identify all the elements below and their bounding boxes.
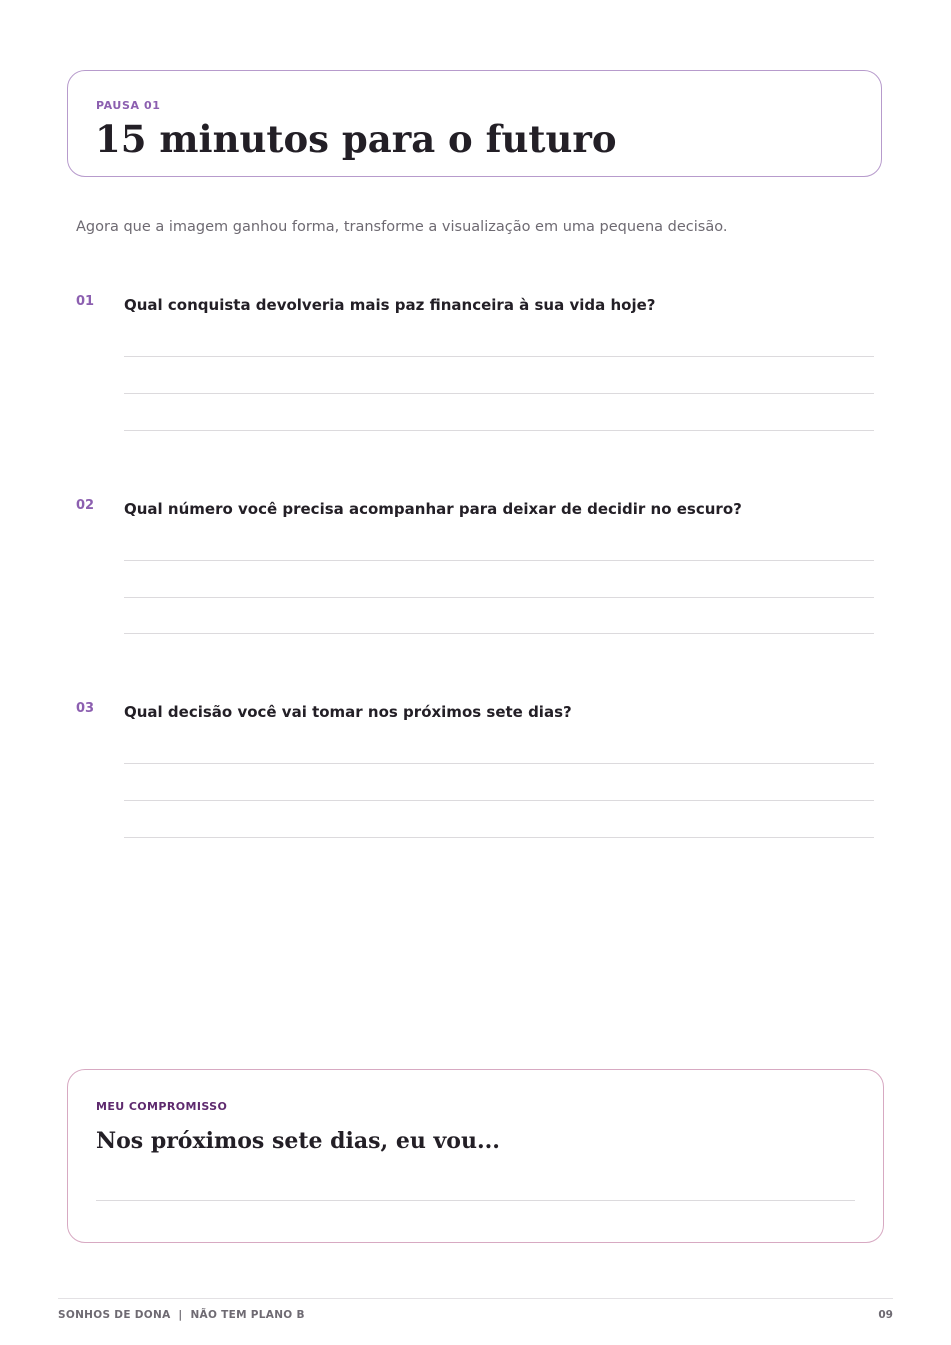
intro-text: Agora que a imagem ganhou forma, transforme a visualização em uma pequena decisão. (76, 219, 728, 235)
answer-line[interactable] (124, 763, 874, 764)
page-number: 09 (878, 1309, 893, 1321)
question-number: 02 (76, 498, 95, 513)
page-title: 15 minutos para o futuro (95, 117, 617, 161)
answer-line[interactable] (124, 633, 874, 634)
answer-line[interactable] (124, 430, 874, 431)
answer-line[interactable] (124, 393, 874, 394)
answer-line[interactable] (124, 597, 874, 598)
answer-line[interactable] (124, 356, 874, 357)
header-card (67, 70, 882, 177)
question-text: Qual conquista devolveria mais paz financeira à sua vida hoje? (124, 296, 656, 314)
commitment-title: Nos próximos sete dias, eu vou... (96, 1128, 500, 1154)
answer-line[interactable] (124, 837, 874, 838)
question-text: Qual decisão você vai tomar nos próximos sete dias? (124, 703, 572, 721)
question-number: 03 (76, 701, 95, 716)
footer-divider (58, 1298, 893, 1299)
commitment-eyebrow: MEU COMPROMISSO (96, 1100, 228, 1113)
answer-line[interactable] (124, 560, 874, 561)
question-number: 01 (76, 294, 95, 309)
commitment-card (67, 1069, 884, 1243)
answer-line[interactable] (124, 800, 874, 801)
footer-brand: SONHOS DE DONA | NÃO TEM PLANO B (58, 1309, 305, 1321)
commitment-answer-line[interactable] (96, 1200, 855, 1201)
question-text: Qual número você precisa acompanhar para deixar de decidir no escuro? (124, 500, 742, 518)
section-eyebrow: PAUSA 01 (96, 99, 161, 112)
